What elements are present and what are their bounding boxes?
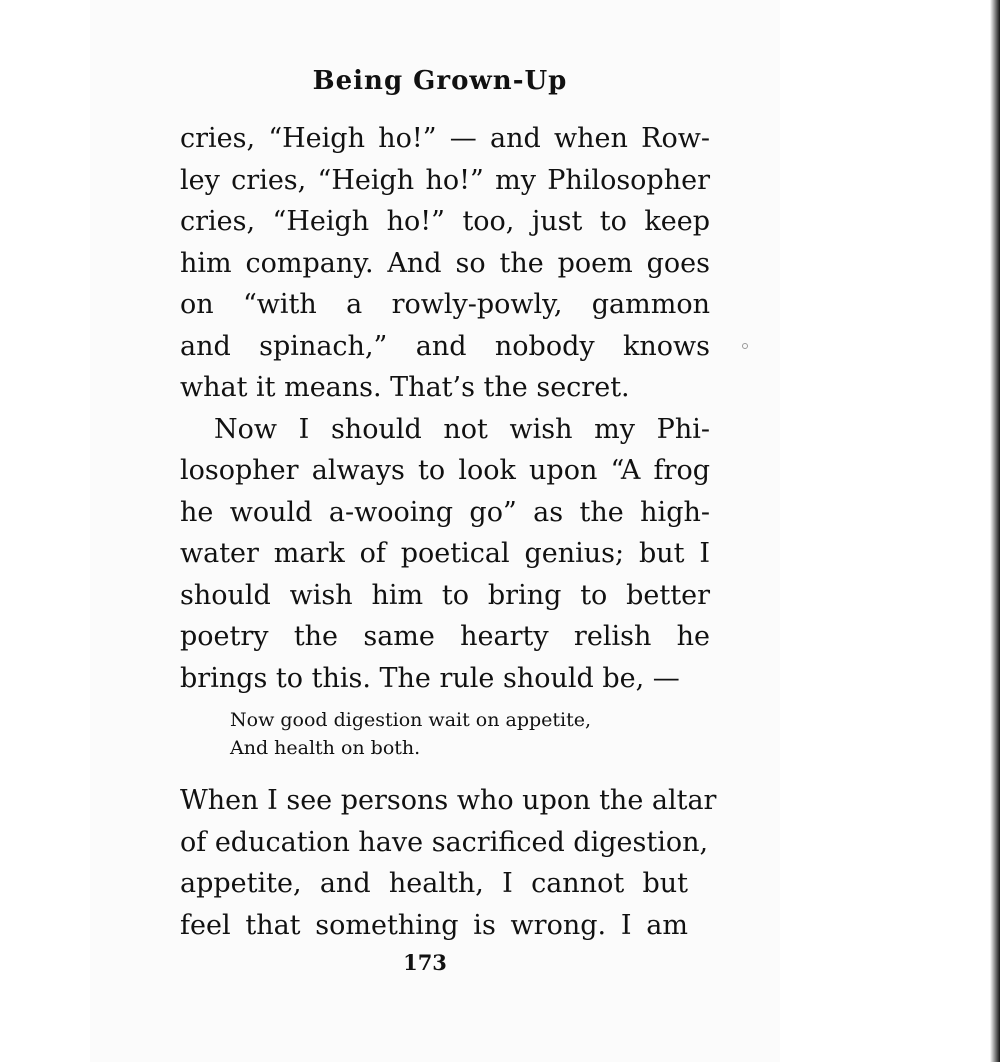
text-line: he would a-wooing go” as the high- <box>180 496 710 528</box>
running-title: Being Grown-Up <box>312 66 568 96</box>
text-line: water mark of poetical genius; but I <box>180 538 710 569</box>
text-line: When I see persons who upon the altar <box>180 785 717 816</box>
block-quotation <box>230 706 670 762</box>
text-line: ley cries, “Heigh ho!” my Philosopher <box>180 164 710 196</box>
scan-edge-shadow <box>990 0 1000 1062</box>
text-line: feel that something is wrong. I am <box>180 909 688 941</box>
paper-speck <box>742 343 748 349</box>
text-line: should wish him to bring to better <box>180 579 710 611</box>
text-line: brings to this. The rule should be, — <box>180 662 680 694</box>
text-line: and spinach,” and nobody knows <box>180 330 710 362</box>
page-number: 173 <box>403 950 447 975</box>
text-line: cries, “Heigh ho!” — and when Row- <box>180 123 710 154</box>
main-text-continued <box>180 780 717 946</box>
quotation-line: And health on both. <box>230 737 421 759</box>
text-line: on “with a rowly-powly, gammon <box>180 289 710 320</box>
text-line: cries, “Heigh ho!” too, just to keep <box>180 206 710 237</box>
text-line: of education have sacrificed digestion, <box>180 826 709 858</box>
text-line: appetite, and health, I cannot but <box>180 868 688 899</box>
main-text <box>180 118 710 699</box>
quotation-line: Now good digestion wait on appetite, <box>230 709 592 731</box>
text-line: him company. And so the poem goes <box>180 247 710 279</box>
text-line: losopher always to look upon “A frog <box>180 455 710 486</box>
text-line: poetry the same hearty relish he <box>180 621 710 652</box>
text-line: what it means. That’s the secret. <box>180 372 630 403</box>
text-line: Now I should not wish my Phi- <box>214 413 710 445</box>
